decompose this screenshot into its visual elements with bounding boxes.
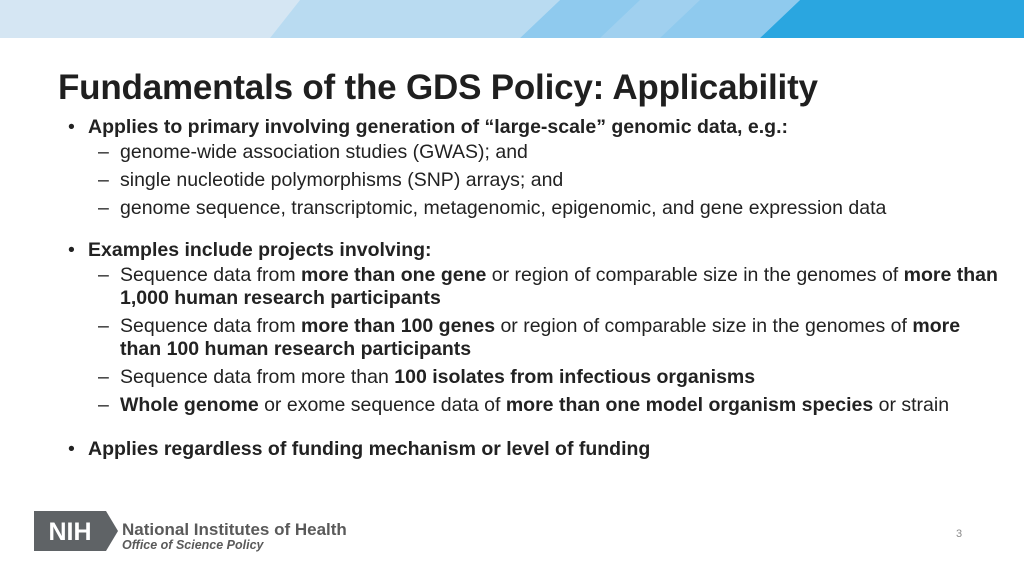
bullet-dot: • (68, 239, 75, 261)
office-name: Office of Science Policy (122, 538, 264, 552)
bullet-text: Applies to primary involving generation of “large-scale” genomic data, e.g.: (88, 116, 788, 138)
sub-list-data-types (68, 141, 998, 220)
bullet-text: Applies regardless of funding mechanism or level of funding (88, 438, 651, 460)
list-item-text: genome-wide association studies (GWAS); and (120, 141, 528, 163)
list-item: – Whole genome or exome sequence data of more than one model organism species or strain (98, 394, 950, 416)
list-item-text: genome sequence, transcriptomic, metagenomic, epigenomic, and gene expression data (120, 197, 887, 219)
sub-list-examples (68, 264, 998, 417)
list-item: – genome sequence, transcriptomic, metagenomic, epigenomic, and gene expression data (98, 197, 887, 219)
bullet-examples (68, 239, 998, 262)
page-number: 3 (956, 528, 963, 540)
list-item: – Sequence data from more than 100 isolates from infectious organisms (98, 366, 756, 388)
slide-content (68, 116, 998, 461)
list-item: – single nucleotide polymorphisms (SNP) arrays; and (98, 169, 564, 191)
nih-logo-icon (34, 511, 118, 551)
list-item: – genome-wide association studies (GWAS); and (98, 141, 528, 163)
nih-logo-text: NIH (48, 518, 92, 546)
bullet-text: Examples include projects involving: (88, 239, 432, 261)
list-item-text: single nucleotide polymorphisms (SNP) arrays; and (120, 169, 564, 191)
header-banner (0, 0, 1024, 38)
bullet-dot: • (68, 438, 75, 460)
list-item: – Sequence data from more than 100 genes or region of comparable size in the genomes of more than 100 human research participants (98, 315, 961, 360)
bullet-large-scale-data (68, 116, 998, 139)
bullet-dot: • (68, 116, 75, 138)
org-name: National Institutes of Health (122, 520, 347, 539)
bullet-funding (68, 438, 998, 461)
banner-graphic (0, 0, 1024, 38)
list-item: – Sequence data from more than one gene or region of comparable size in the genomes of more than 1,000 human research participants (98, 264, 998, 309)
slide-title: Fundamentals of the GDS Policy: Applicability (58, 68, 818, 107)
